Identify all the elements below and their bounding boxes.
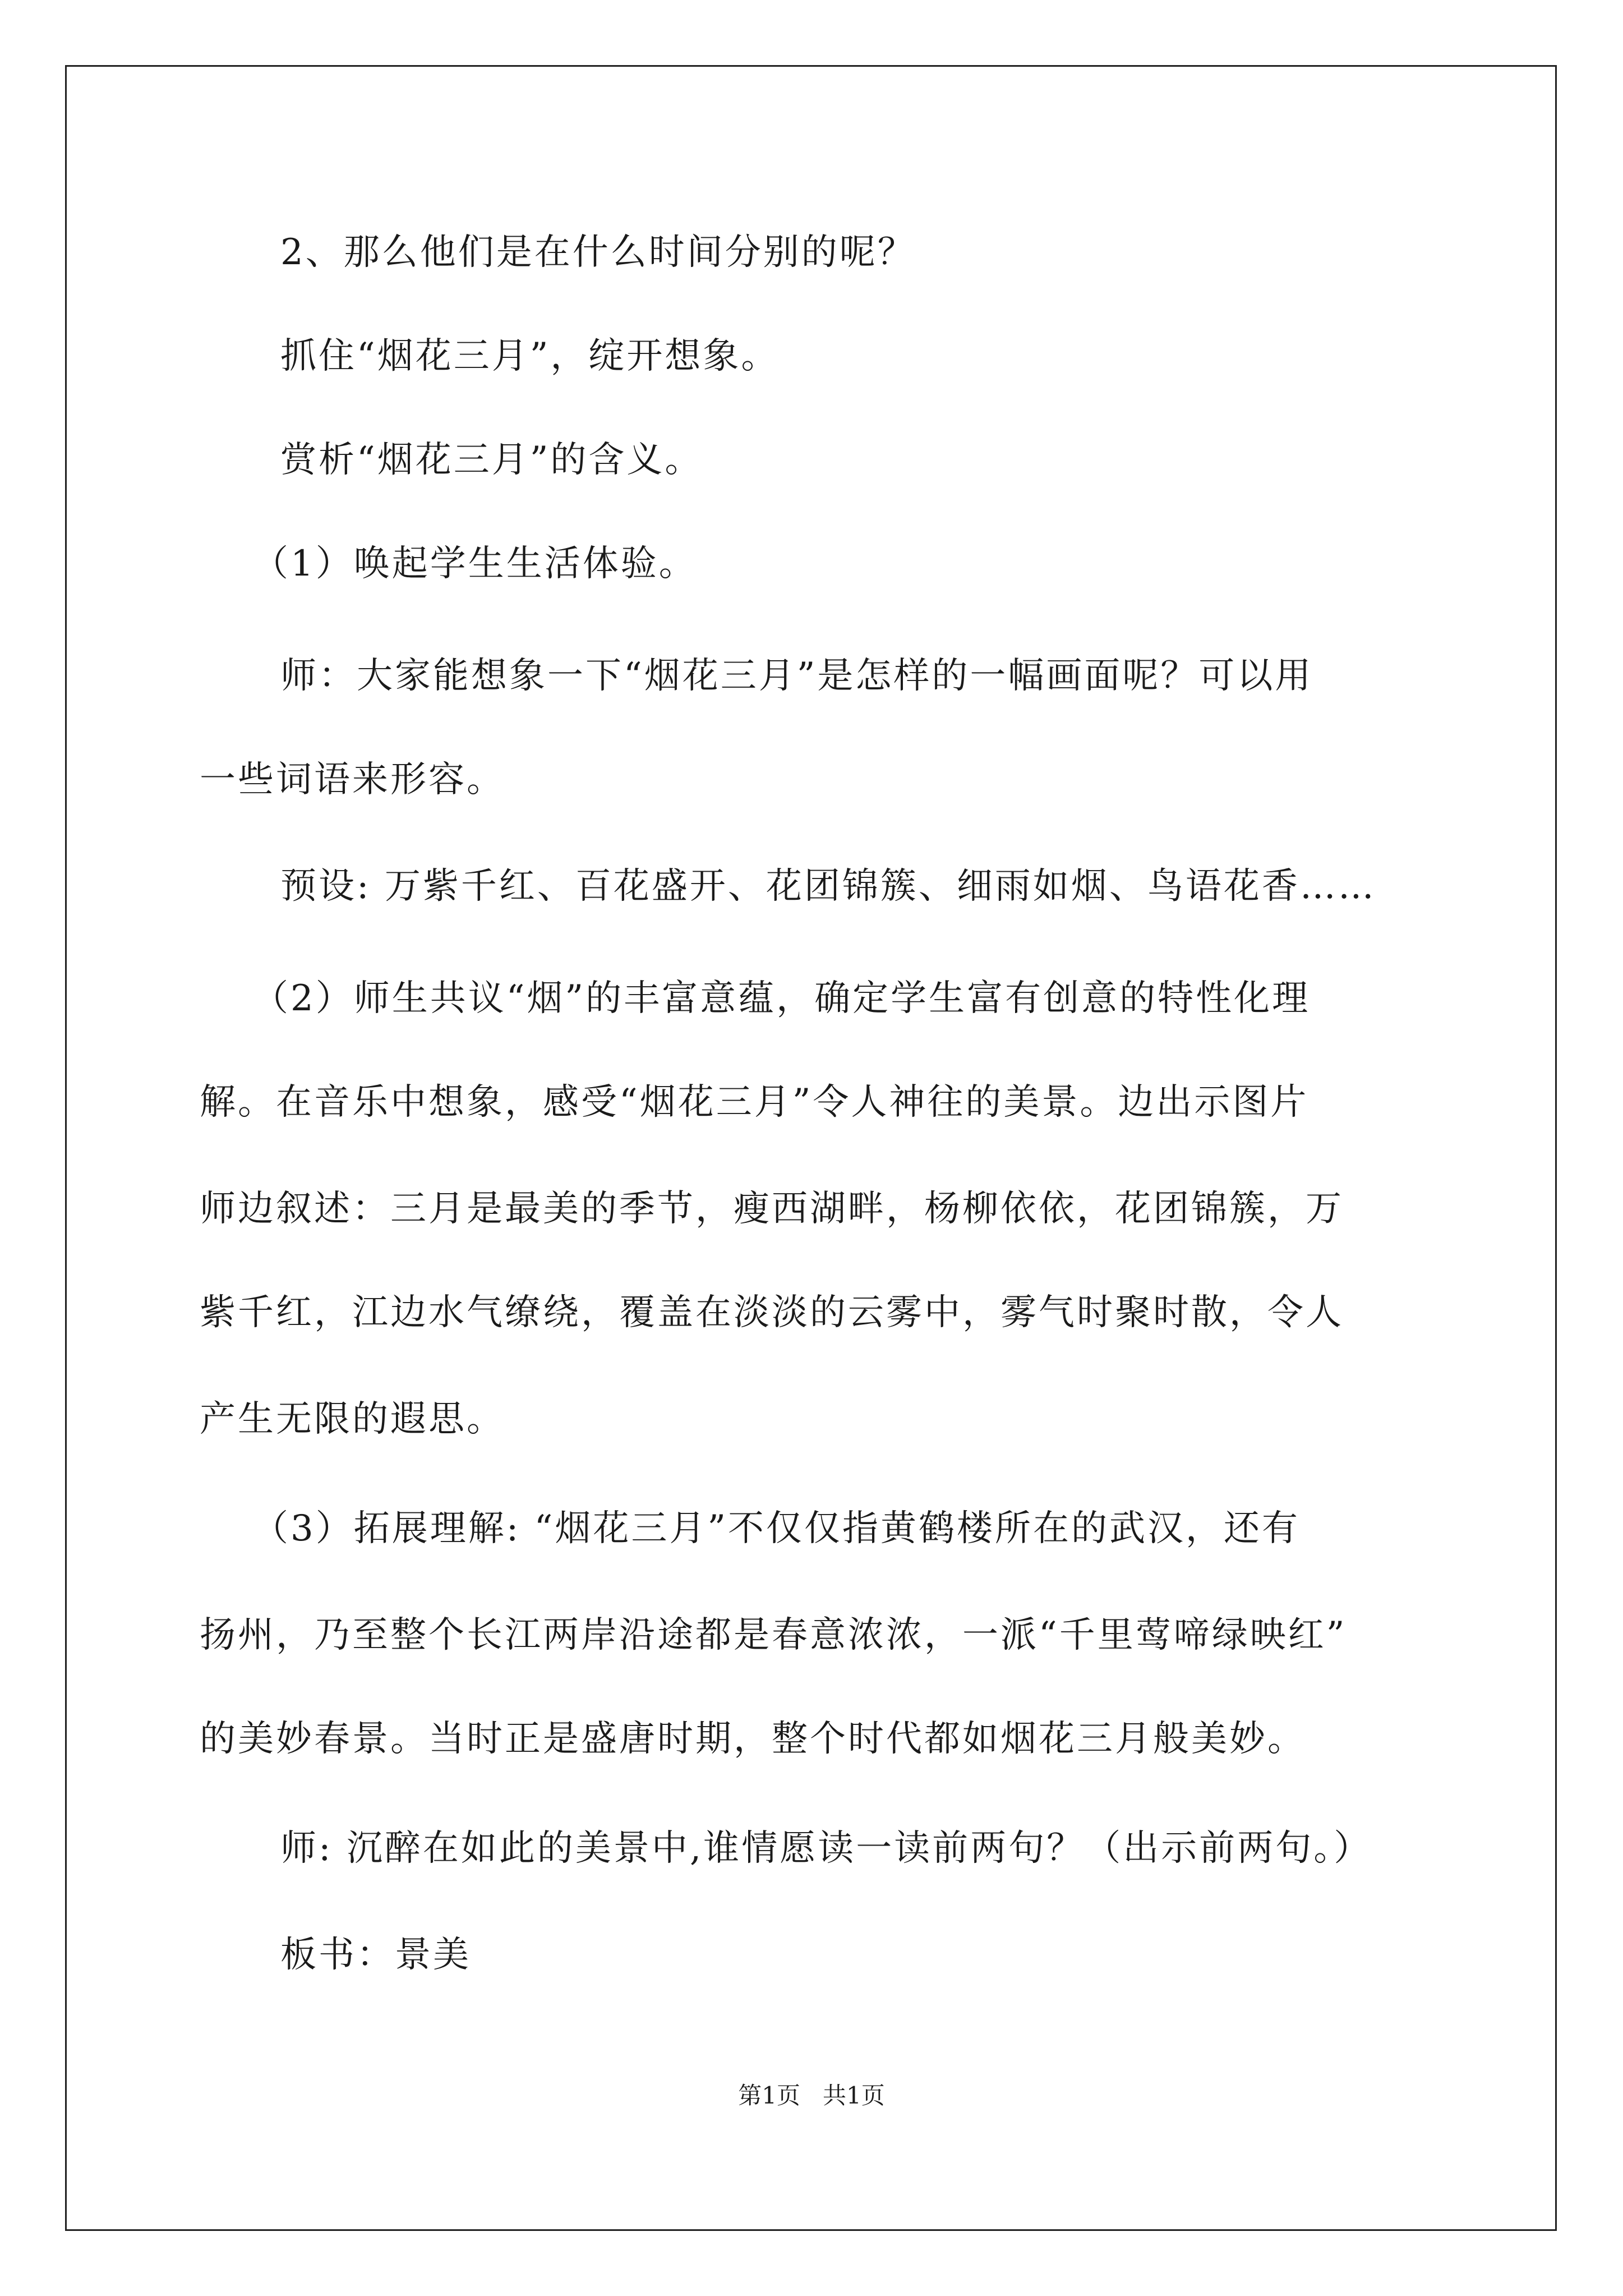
paragraph-step-2-line-3: 师边叙述：三月是最美的季节，瘦西湖畔，杨柳依依，花团锦簇，万 (200, 1188, 1344, 1230)
page-border (65, 65, 1557, 2231)
paragraph-teacher-prompt-line-1: 师：大家能想象一下“烟花三月”是怎样的一幅画面呢？可以用 (280, 655, 1313, 697)
paragraph-teacher-read: 师: 沉醉在如此的美景中,谁情愿读一读前两句？（出示前两句。） (280, 1828, 1372, 1869)
paragraph-question: 2、那么他们是在什么时间分别的呢？ (280, 232, 916, 273)
paragraph-appreciate: 赏析“烟花三月”的含义。 (280, 439, 703, 481)
page-footer: 第1页 共1页 (738, 2082, 885, 2109)
paragraph-step-2-line-4: 紫千红，江边水气缭绕，覆盖在淡淡的云雾中，雾气时聚时散，令人 (200, 1292, 1344, 1333)
paragraph-imagine: 抓住“烟花三月”，绽开想象。 (280, 335, 780, 377)
paragraph-step-3-line-2: 扬州，乃至整个长江两岸沿途都是春意浓浓，一派“千里莺啼绿映红” (200, 1614, 1347, 1656)
paragraph-step-2-line-5: 产生无限的遐思。 (200, 1398, 505, 1440)
paragraph-board-writing: 板书：景美 (280, 1934, 471, 1976)
paragraph-step-2-line-1: （2）师生共议“烟”的丰富意蕴，确定学生富有创意的特性化理 (252, 978, 1311, 1019)
paragraph-step-3-line-1: （3）拓展理解: “烟花三月”不仅仅指黄鹤楼所在的武汉，还有 (252, 1508, 1301, 1549)
paragraph-step-2-line-2: 解。在音乐中想象，感受“烟花三月”令人神往的美景。边出示图片 (200, 1082, 1309, 1123)
paragraph-preset: 预设: 万紫千红、百花盛开、花团锦簇、细雨如烟、鸟语花香…… (280, 866, 1376, 907)
paragraph-teacher-prompt-line-2: 一些词语来形容。 (200, 759, 505, 800)
paragraph-step-3-line-3: 的美妙春景。当时正是盛唐时期，整个时代都如烟花三月般美妙。 (200, 1718, 1306, 1760)
paragraph-step-1: （1）唤起学生生活体验。 (252, 543, 697, 585)
